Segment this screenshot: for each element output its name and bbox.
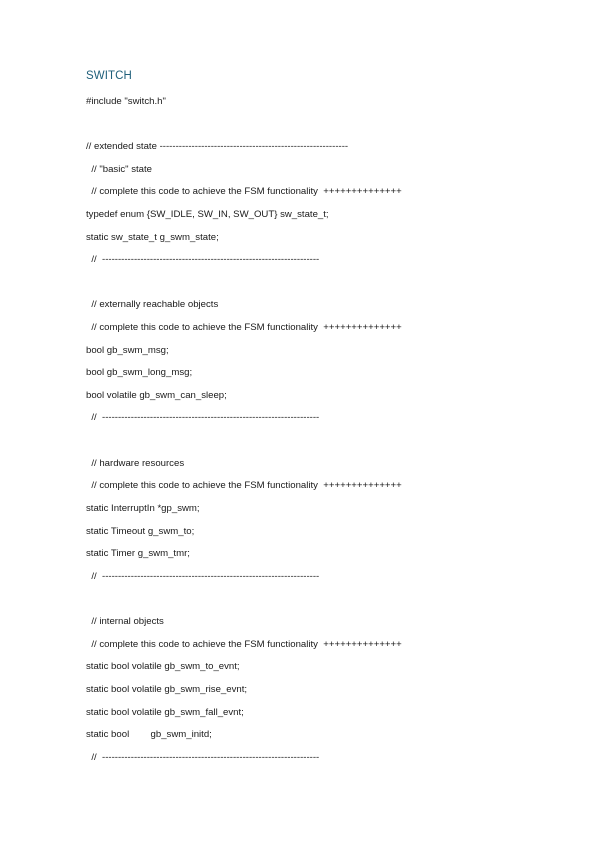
code-line-timer-var: static Timer g_swm_tmr; [86, 548, 190, 559]
code-line-msg-var: bool gb_swm_msg; [86, 345, 169, 356]
code-line-state-var: static sw_state_t g_swm_state; [86, 232, 219, 243]
code-line-timeout-var: static Timeout g_swm_to; [86, 526, 195, 537]
code-line-separator: // -------------------------------------------------------------------- [86, 571, 320, 582]
code-line-complete-comment: // complete this code to achieve the FSM functionality ++++++++++++++ [86, 322, 402, 333]
code-line-long-msg-var: bool gb_swm_long_msg; [86, 367, 193, 378]
code-line-extended-state-comment: // extended state ----------------------------------------------------------- [86, 141, 349, 152]
code-line-fall-evnt-var: static bool volatile gb_swm_fall_evnt; [86, 707, 244, 718]
code-line-internal-objects-comment: // internal objects [86, 616, 164, 627]
code-line-hardware-comment: // hardware resources [86, 458, 185, 469]
code-line-separator: // -------------------------------------------------------------------- [86, 254, 320, 265]
code-line-typedef: typedef enum {SW_IDLE, SW_IN, SW_OUT} sw_state_t; [86, 209, 329, 220]
code-line-external-objects-comment: // externally reachable objects [86, 299, 219, 310]
code-line-complete-comment: // complete this code to achieve the FSM functionality ++++++++++++++ [86, 480, 402, 491]
code-line-separator: // -------------------------------------------------------------------- [86, 412, 320, 423]
code-line-basic-state-comment: // "basic" state [86, 164, 152, 175]
document-heading: SWITCH [86, 70, 132, 82]
code-line-to-evnt-var: static bool volatile gb_swm_to_evnt; [86, 661, 240, 672]
code-line-interrupt-var: static InterruptIn *gp_swm; [86, 503, 200, 514]
code-line-rise-evnt-var: static bool volatile gb_swm_rise_evnt; [86, 684, 248, 695]
code-line-initd-var: static bool gb_swm_initd; [86, 729, 212, 740]
code-line-separator: // -------------------------------------------------------------------- [86, 752, 320, 763]
code-line-include: #include "switch.h" [86, 96, 166, 107]
code-line-can-sleep-var: bool volatile gb_swm_can_sleep; [86, 390, 227, 401]
code-line-complete-comment: // complete this code to achieve the FSM functionality ++++++++++++++ [86, 639, 402, 650]
code-line-complete-comment: // complete this code to achieve the FSM functionality ++++++++++++++ [86, 186, 402, 197]
